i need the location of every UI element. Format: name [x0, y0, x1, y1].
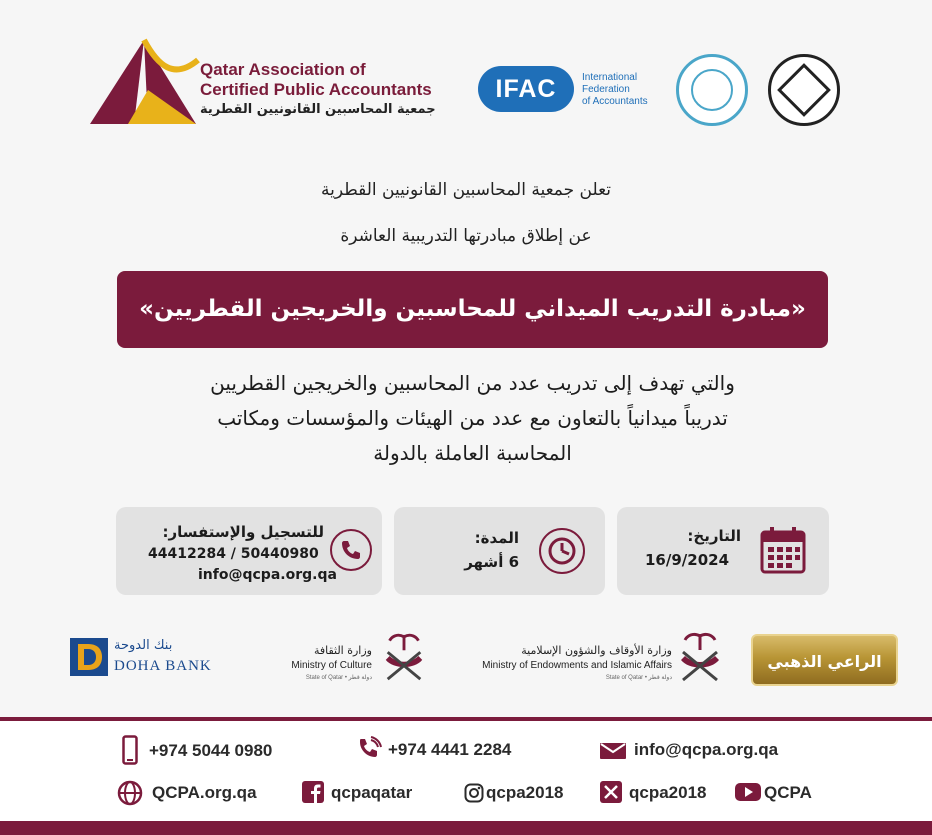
- qcpa-triangle-icon: [88, 36, 200, 128]
- qatar-emblem-icon: [675, 630, 725, 684]
- qcpa-name-en-line1: Qatar Association of: [200, 60, 366, 79]
- culture-state: State of Qatar • دولة قطر: [305, 675, 372, 681]
- footer-x[interactable]: qcpa2018: [629, 783, 707, 802]
- duration-value: 6 أشهر: [464, 553, 519, 571]
- doha-bank-name-en: DOHA BANK: [114, 658, 212, 674]
- arab-federation-seal-icon: [676, 54, 748, 126]
- footer-email[interactable]: info@qcpa.org.qa: [634, 740, 779, 759]
- qcpa-name-en: [200, 60, 432, 100]
- bottom-bar: [0, 821, 932, 835]
- doha-bank-name-ar: بنك الدوحة: [114, 638, 173, 653]
- date-label: التاريخ:: [687, 527, 741, 545]
- description-line-3: المحاسبة العاملة بالدولة: [373, 441, 572, 465]
- instagram-icon: [464, 783, 484, 803]
- initiative-description: [120, 366, 825, 471]
- ifac-line2: Federation: [582, 84, 630, 95]
- calendar-icon: [760, 526, 806, 574]
- ministry-endowments-logo: [470, 630, 730, 686]
- qcpa-name-en-line2: Certified Public Accountants: [200, 80, 432, 99]
- date-card: [617, 507, 829, 595]
- intro-line-2: عن إطلاق مبادرتها التدريبية العاشرة: [340, 226, 592, 246]
- youtube-icon: [735, 783, 761, 801]
- contact-card: [116, 507, 382, 595]
- culture-name-ar: وزارة الثقافة: [313, 644, 372, 657]
- culture-name-en: Ministry of Culture: [291, 660, 372, 671]
- footer: [0, 721, 932, 821]
- phone-icon: [356, 736, 382, 762]
- phone-circle-icon: [330, 529, 372, 571]
- description-line-1: والتي تهدف إلى تدريب عدد من المحاسبين والخريجين القطريين: [210, 371, 735, 395]
- footer-facebook[interactable]: qcpaqatar: [331, 783, 413, 802]
- date-value: 16/9/2024: [645, 551, 730, 569]
- ifac-full-name: [582, 72, 648, 108]
- mobile-icon: [122, 735, 138, 765]
- contact-label: للتسجيل والإستفسار:: [162, 523, 324, 541]
- footer-youtube[interactable]: QCPA: [764, 783, 812, 802]
- contact-phones[interactable]: 44412284 / 50440980: [148, 546, 319, 562]
- ifac-logo: [478, 62, 663, 116]
- description-line-2: تدريباً ميدانياً بالتعاون مع عدد من الهيئات والمؤسسات ومكاتب: [217, 406, 728, 430]
- ifac-line1: International: [582, 72, 638, 83]
- qcpa-name-ar: جمعية المحاسبين القانونيين القطرية: [200, 102, 436, 117]
- contact-email[interactable]: info@qcpa.org.qa: [198, 567, 337, 583]
- footer-mobile[interactable]: +974 5044 0980: [149, 741, 273, 760]
- globe-icon: [117, 780, 143, 806]
- initiative-title-banner: «مبادرة التدريب الميداني للمحاسبين والخريجين القطريين»: [117, 271, 828, 348]
- x-twitter-icon: [600, 781, 622, 803]
- duration-card: [394, 507, 605, 595]
- doha-bank-icon: [70, 638, 108, 676]
- clock-icon: [539, 528, 585, 574]
- qatar-emblem-icon: [380, 630, 428, 684]
- footer-phone[interactable]: +974 4441 2284: [388, 740, 512, 759]
- facebook-icon: [302, 781, 324, 803]
- intro-line-1: تعلن جمعية المحاسبين القانونيين القطرية: [320, 180, 612, 200]
- doha-bank-logo: [70, 636, 230, 680]
- endowments-name-en: Ministry of Endowments and Islamic Affairs: [482, 660, 672, 671]
- email-icon: [600, 743, 626, 759]
- qcpa-logo: [88, 36, 458, 128]
- ifac-line3: of Accountants: [582, 96, 648, 107]
- footer-website[interactable]: QCPA.org.qa: [152, 783, 257, 802]
- ministry-culture-logo: [278, 630, 428, 686]
- endowments-name-ar: وزارة الأوقاف والشؤون الإسلامية: [521, 644, 672, 657]
- endowments-state: State of Qatar • دولة قطر: [605, 675, 672, 681]
- ifac-badge: IFAC: [478, 66, 574, 112]
- gcc-accounting-seal-icon: [768, 54, 840, 126]
- gold-sponsor-badge: الراعي الذهبي: [751, 634, 898, 686]
- footer-instagram[interactable]: qcpa2018: [486, 783, 564, 802]
- duration-label: المدة:: [474, 529, 519, 547]
